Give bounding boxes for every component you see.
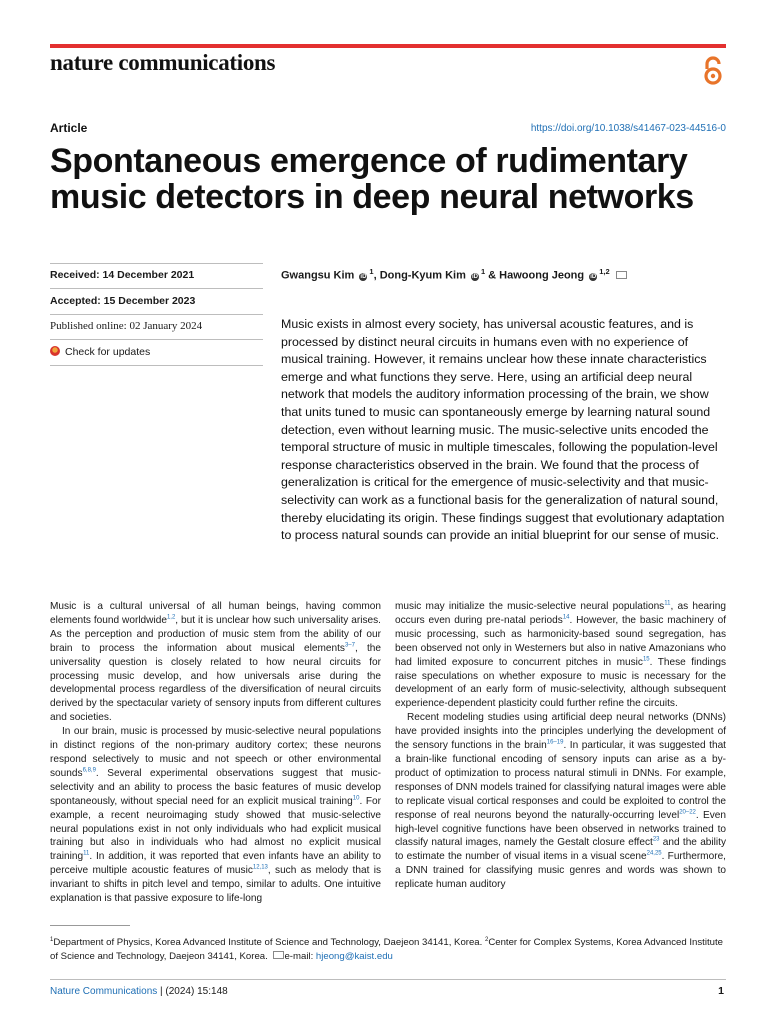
- check-updates-icon: [50, 346, 60, 356]
- email-icon: [273, 951, 284, 959]
- author-name[interactable]: Hawoong Jeong: [499, 269, 585, 282]
- body-paragraph: Music is a cultural universal of all human beings, having common elements found worldwide$^{1,2}$, but it is unclear how such universality arises. As the perception and production of music stem from the ability of our brain to process the information about musical elements$^{3-7}$, the universality question is closely related to how neural circuits for processing music develop, and how universals arise during the developmental process regardless of the diversification of neural circuits derived by the spectacular variety of sensory inputs from different cultures and societies.: [50, 601, 381, 724]
- published-date: Published online: 02 January 2024: [50, 320, 203, 332]
- orcid-icon[interactable]: iD: [360, 273, 367, 280]
- body-paragraph: music may initialize the music-selective neural populations$^{11}$, as hearing occurs even during pre-natal periods$^{14}$. However, the basic machinery of music processing, such as harmonicity-based sound segregation, has been observed not only in Westerners but also in native Amazonians who had limited exposure to concurrent pitches in music$^{15}$. These findings raise speculations on whether exposure to music is necessary for the development of an early form of music-selectivity, although subsequent experience-dependent plasticity could further refine the circuits.: [395, 600, 726, 710]
- open-access-icon: [701, 55, 725, 87]
- email-link[interactable]: hjeong@kaist.edu: [315, 951, 393, 963]
- body-column-left: [50, 600, 381, 906]
- body-paragraph: Recent modeling studies using artificial deep neural networks (DNNs) have provided insights into the principles underlying the development of the sensory functions in the brain$^{16-19}$. In particular, it was suggested that a brain-like functional encoding of sensory inputs can arise as a by-product of optimization to process natural stimuli in DNNs. For example, responses of DNN models trained for classifying natural images were able to replicate visual cortical responses and could be exploited to control the response of real neurons beyond the naturally-occurring level$^{20-22}$. Even high-level cognitive functions have been observed in networks trained to classify natural images, namely the Gestalt closure effect$^{23}$ and the ability to estimate the number of visual items in a visual scene$^{24,25}$. Furthermore, a DNN trained for classifying music genres and words was shown to replicate human auditory: [395, 712, 727, 891]
- body-column-right: [395, 600, 726, 892]
- orcid-icon[interactable]: iD: [471, 273, 478, 280]
- doi-link[interactable]: https://doi.org/10.1038/s41467-023-44516-0: [530, 123, 726, 134]
- meta-divider: [50, 365, 263, 366]
- footnote-divider: [50, 925, 130, 926]
- header-accent-bar: [50, 44, 726, 48]
- article-type: Article: [50, 121, 88, 135]
- footer-citation: Nature Communications | (2024) 15:148: [50, 986, 228, 997]
- accepted-date: Accepted: 15 December 2023: [50, 295, 196, 307]
- author-list: Gwangsu Kim $iD^1$, Dong-Kyum Kim $iD^1$ & Hawoong Jeong iD$^{1,2}$: [281, 267, 627, 282]
- meta-divider: [50, 339, 263, 340]
- check-for-updates-button[interactable]: Check for updates: [50, 346, 263, 358]
- article-title: [50, 143, 730, 215]
- meta-divider: [50, 263, 263, 264]
- body-paragraph: In our brain, music is processed by music-selective neural populations in distinct regions of the non-primary auditory cortex; these neurons respond selectively to music and not speech or other environmental sounds$^{6,8,9}$. Several experimental observations suggest that music-selectivity and an ability to process the basic features of music develop spontaneously, without special need for an explicit musical training$^{10}$. For example, a recent neuroimaging study showed that music-selective neural populations exist in not only individuals who had explicit musical training but also in individuals who had almost no explicit musical training$^{11}$. In addition, it was reported that even infants have an ability to perceive multiple acoustic features of music$^{12,13}$, such as melody that is invariant to shifts in pitch level and tempo, similar to adults. One intuitive explanation is that passive exposure to life-long: [50, 726, 382, 905]
- email-icon[interactable]: [616, 271, 627, 279]
- title-line-1: Spontaneous emergence of rudimentary: [50, 142, 688, 180]
- page-number: 1: [718, 985, 724, 997]
- footer-divider: [50, 979, 726, 980]
- journal-name: nature communications: [50, 50, 276, 75]
- title-line-2: music detectors in deep neural networks: [50, 178, 694, 216]
- received-date: Received: 14 December 2021: [50, 269, 195, 281]
- author-name[interactable]: Dong-Kyum Kim: [379, 269, 466, 282]
- author-name[interactable]: Gwangsu Kim: [281, 269, 355, 282]
- meta-divider: [50, 288, 263, 289]
- orcid-icon[interactable]: iD: [590, 273, 597, 280]
- meta-divider: [50, 314, 263, 315]
- affiliations-footnote: $^1$Department of Physics, Korea Advanced Institute of Science and Technology, Daejeon 34141, Korea. $^2$Center for Complex Systems, Korea Advanced Institute of Science and Technology, Daejeon 34141, Korea. e-mail: hjeong@kaist.edu: [50, 937, 723, 963]
- footer-journal-link[interactable]: Nature Communications: [50, 986, 158, 997]
- abstract: Music exists in almost every society, has universal acoustic features, and is processed by distinct neural circuits in humans even with no experience of musical training. However, it remains unclear how these innate characteristics emerge and what functions they serve. Here, using an artificial deep neural network that models the auditory information processing of the brain, we show that units tuned to music can spontaneously emerge by learning natural sound detection, even without learning music. The music-selective units encoded the temporal structure of music in multiple timescales, following the population-level response characteristics observed in the brain. We found that the process of generalization is critical for the emergence of music-selectivity and that music-selectivity can work as a functional basis for the generalization of natural sound, thereby elucidating its origin. These findings suggest that evolutionary adaptation to process natural sounds can provide an initial blueprint for our sense of music.: [281, 317, 725, 543]
